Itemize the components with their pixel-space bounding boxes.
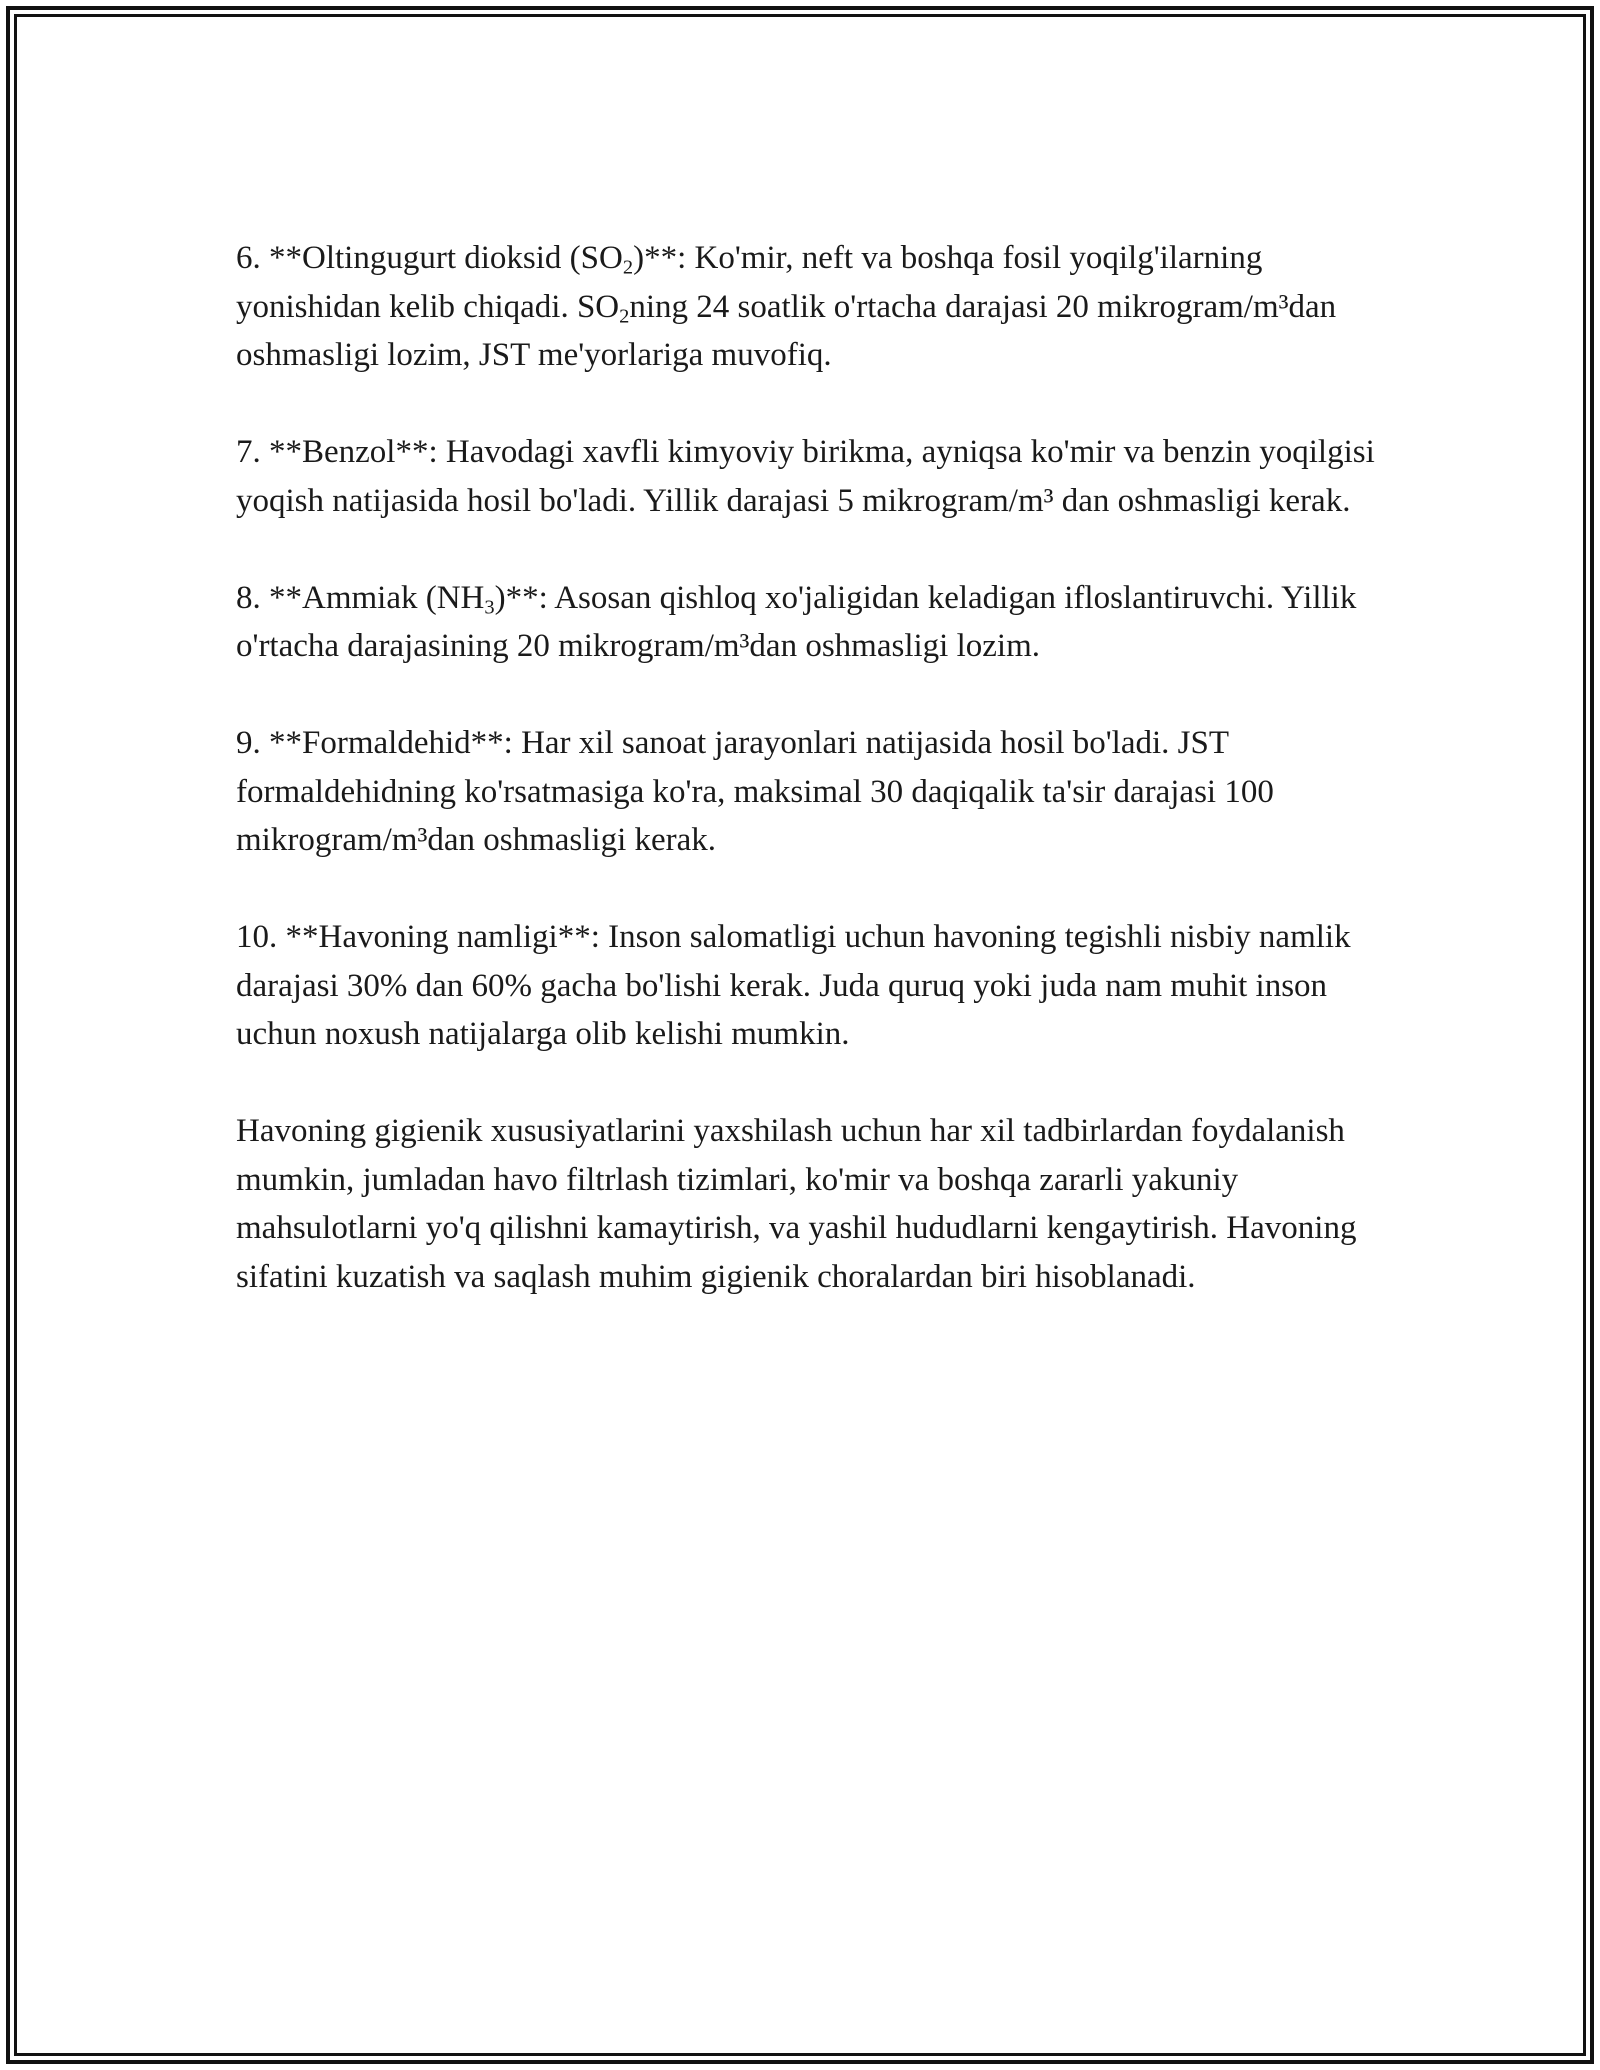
item-title: **Benzol**:: [269, 434, 438, 470]
item-number: 10.: [236, 919, 278, 955]
item-text: Inson salomatligi uchun havoning tegishli nisbiy namlik darajasi 30% dan 60% gacha bo'lishi kerak. Juda quruq yoki juda nam muhit inson uchun noxush natijalarga olib kelishi mumkin.: [236, 919, 1351, 1052]
document-body: [236, 234, 1376, 1301]
conclusion-paragraph: Havoning gigienik xususiyatlarini yaxshilash uchun har xil tadbirlardan foydalanish mumkin, jumladan havo filtrlash tizimlari, ko'mir va boshqa zararli yakuniy mahsulotlarni yo'q qilishni kamaytirish, va yashil hududlarni kengaytirish. Havoning sifatini kuzatish va saqlash muhim gigienik choralardan biri hisoblanadi.: [236, 1113, 1357, 1295]
item-number: 6.: [236, 240, 261, 276]
list-item-ammonia: [236, 574, 1376, 671]
item-number: 9.: [236, 725, 261, 761]
item-number: 8.: [236, 579, 261, 616]
item-text: Ko'mir, neft va boshqa fosil yoqilg'ilarning yonishidan kelib chiqadi. $SO_2ning$ 24 soatlik o'rtacha darajasi 20 mikrogram/m³dan oshmasligi lozim, JST me'yorlariga muvofiq.: [236, 240, 1337, 373]
item-text: Har xil sanoat jarayonlari natijasida hosil bo'ladi. JST formaldehidning ko'rsatmasiga ko'ra, maksimal 30 daqiqalik ta'sir darajasi 100 mikrogram/m³dan oshmasligi kerak.: [236, 725, 1274, 858]
item-text: Asosan qishloq xo'jaligidan keladigan ifloslantiruvchi. Yillik o'rtacha darajasining 20 mikrogram/m³dan oshmasligi lozim.: [236, 579, 1357, 664]
list-item-humidity: [236, 913, 1376, 1059]
item-title: **Formaldehid**:: [269, 725, 513, 761]
subscript: 3: [484, 596, 495, 619]
item-title: **Ammiak $(NH_3)**$:: [269, 579, 548, 619]
item-title: **Oltingugurt dioksid $(SO_2)**$:: [269, 240, 687, 279]
item-text: Havodagi xavfli kimyoviy birikma, ayniqsa ko'mir va benzin yoqilgisi yoqish natijasida hosil bo'ladi. Yillik darajasi 5 mikrogram/m³ dan oshmasligi kerak.: [236, 434, 1375, 519]
list-item-sulfur-dioxide: [236, 234, 1376, 380]
item-number: 7.: [236, 434, 261, 470]
subscript: 2: [619, 305, 630, 328]
list-item-benzene: [236, 428, 1376, 525]
list-item-formaldehyde: [236, 719, 1376, 865]
subscript: 2: [622, 256, 634, 279]
item-title: **Havoning namligi**:: [285, 919, 600, 955]
